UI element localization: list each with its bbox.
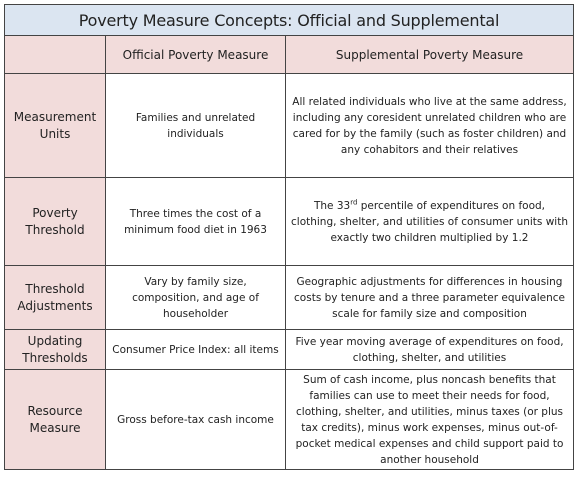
table-row: [5, 370, 574, 470]
header-official: Official Poverty Measure: [106, 36, 286, 74]
header-corner: [5, 36, 106, 74]
official-cell: Vary by family size, composition, and age of householder: [106, 266, 286, 330]
supplemental-cell: All related individuals who live at the same address, including any coresident unrelated children who are cared for by the family (such as foster children) and any cohabitors and their relatives: [286, 74, 574, 178]
table-row: [5, 74, 574, 178]
official-cell: Gross before-tax cash income: [106, 370, 286, 470]
supplemental-cell: [286, 178, 574, 266]
official-cell: Families and unrelated individuals: [106, 74, 286, 178]
official-cell: Consumer Price Index: all items: [106, 330, 286, 370]
official-cell: Three times the cost of a minimum food diet in 1963: [106, 178, 286, 266]
row-label: Measurement Units: [5, 74, 106, 178]
poverty-concepts-table: [4, 4, 574, 470]
supplemental-text-pre: The 33: [313, 199, 351, 212]
table-row: [5, 178, 574, 266]
row-label: Poverty Threshold: [5, 178, 106, 266]
row-label: Updating Thresholds: [5, 330, 106, 370]
header-supplemental: Supplemental Poverty Measure: [286, 36, 574, 74]
superscript: rd: [350, 198, 358, 206]
row-label: Resource Measure: [5, 370, 106, 470]
header-row: [5, 36, 574, 74]
poverty-concepts-table-container: [4, 4, 573, 470]
table-title: Poverty Measure Concepts: Official and Supplemental: [5, 5, 574, 36]
supplemental-cell: Five year moving average of expenditures on food, clothing, shelter, and utilities: [286, 330, 574, 370]
title-row: [5, 5, 574, 36]
supplemental-cell: Geographic adjustments for differences in housing costs by tenure and a three parameter equivalence scale for family size and composition: [286, 266, 574, 330]
supplemental-cell: Sum of cash income, plus noncash benefits that families can use to meet their needs for food, clothing, shelter, and utilities, minus taxes (or plus tax credits), minus work expenses, minus out-of-pocket medical expenses and child support paid to another household: [286, 370, 574, 470]
table-row: [5, 266, 574, 330]
table-row: [5, 330, 574, 370]
row-label: Threshold Adjustments: [5, 266, 106, 330]
supplemental-text-post: percentile of expenditures on food, clothing, shelter, and utilities of consumer units with exactly two children multiplied by 1.2: [291, 199, 568, 244]
